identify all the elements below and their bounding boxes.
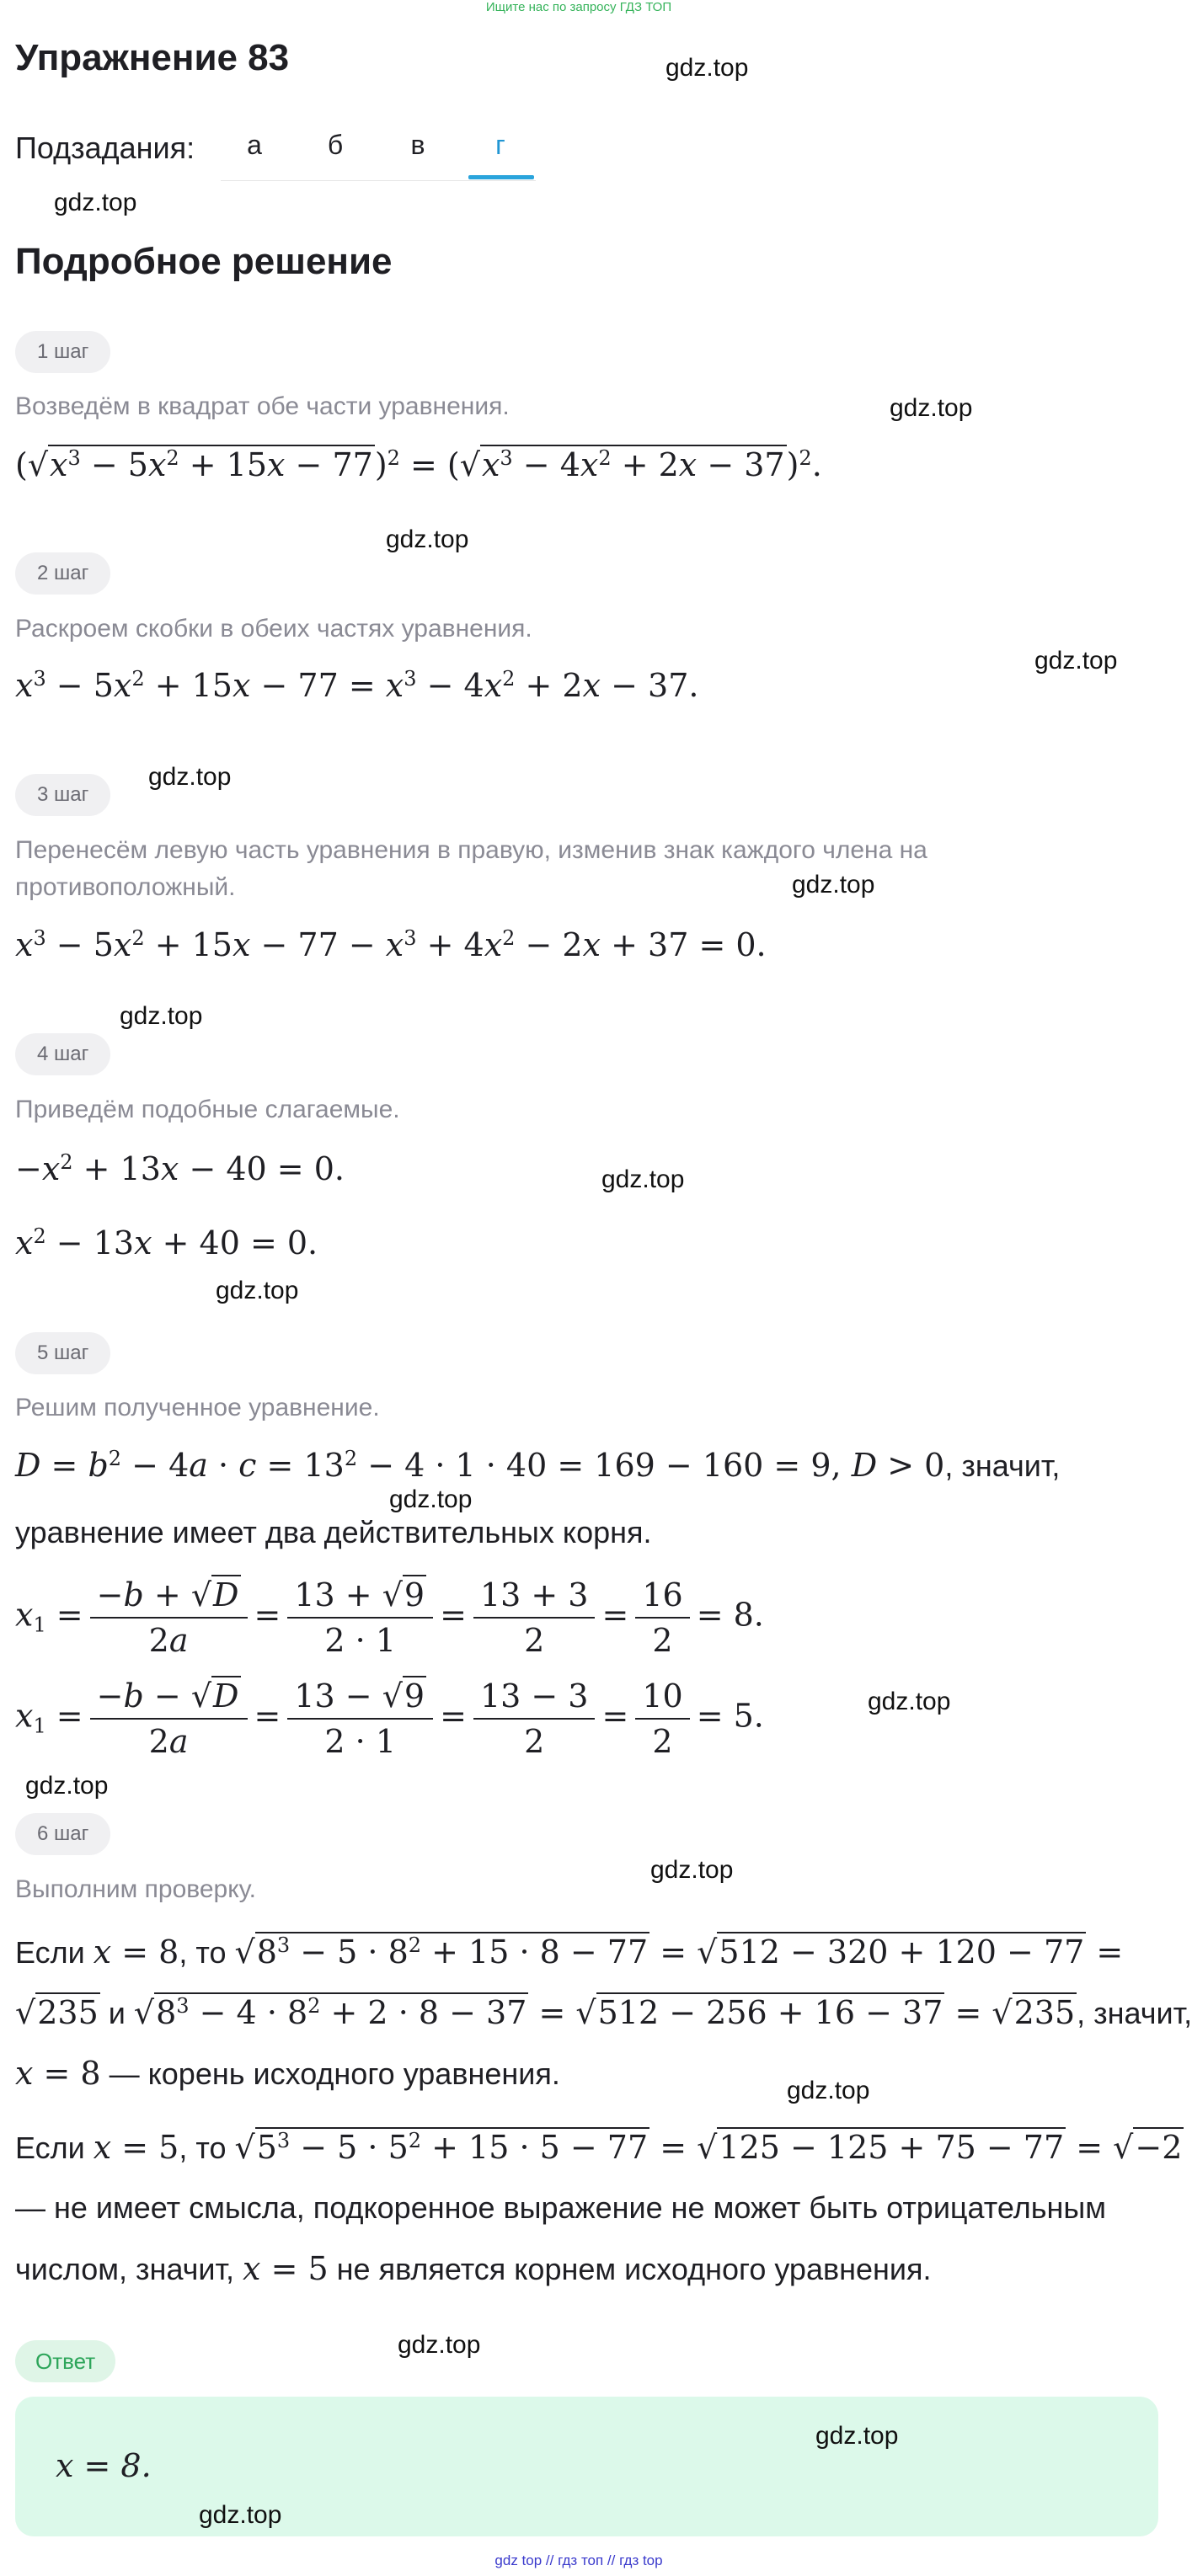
step-description: Перенесём левую часть уравнения в правую, изменив знак каждого члена на противоположный. bbox=[15, 836, 927, 901]
equation: $x^3 - 5x^2 + 15x - 77 - x^3 + 4x^2 - 2x + 37 = 0$. bbox=[15, 925, 767, 963]
watermark: gdz.top bbox=[120, 1002, 203, 1030]
text: и bbox=[99, 1996, 134, 2030]
check-line: числом, значит, x = 5 не является корнем исходного уравнения. bbox=[15, 2250, 932, 2287]
step-badge: 1 шаг bbox=[15, 331, 110, 373]
text: — корень исходного уравнения. bbox=[100, 2056, 560, 2091]
text: не является корнем исходного уравнения. bbox=[328, 2252, 932, 2286]
watermark: gdz.top bbox=[665, 54, 749, 82]
top-banner: Ищите нас по запросу ГДЗ ТОП bbox=[485, 0, 672, 14]
watermark: gdz.top bbox=[25, 1772, 109, 1800]
root-formula: $x_1$ = $\frac{-b - √D}{2a}$ = $\frac{13 - √9}{2 \cdot 1}$ = $\frac{13 - 3}{2}$ = $\frac{10}{2}$ = 5. bbox=[15, 1677, 764, 1760]
check-line: Если x = 8, то $√8^3 - 5 \cdot 8^2 + 15 \cdot 8 - 77 = √512 - 320 + 120 - 77$ = bbox=[15, 1933, 1124, 1971]
watermark: gdz.top bbox=[199, 2501, 282, 2529]
section-title: Подробное решение bbox=[15, 241, 393, 282]
equation: $x^3 - 5x^2 + 15x - 77 = x^3 - 4x^2 + 2x - 37$. bbox=[15, 666, 699, 704]
text: уравнение имеет два действительных корня. bbox=[15, 1515, 652, 1549]
step-description: Возведём в квадрат обе части уравнения. bbox=[15, 392, 510, 420]
step-badge: 2 шаг bbox=[15, 552, 110, 595]
step-badge: 5 шаг bbox=[15, 1332, 110, 1374]
text: , то bbox=[179, 1935, 235, 1970]
watermark: gdz.top bbox=[868, 1688, 951, 1715]
step-description: Раскроем скобки в обеих частях уравнения. bbox=[15, 615, 532, 643]
tab-b[interactable]: б bbox=[327, 130, 344, 160]
check-line: Если x = 5, то $√5^3 - 5 \cdot 5^2 + 15 \cdot 5 - 77 = √125 - 125 + 75 - 77 = √-2$ bbox=[15, 2128, 1183, 2166]
watermark: gdz.top bbox=[389, 1485, 473, 1513]
answer-value: x = 8. bbox=[56, 2447, 152, 2484]
watermark: gdz.top bbox=[54, 189, 137, 216]
step-description: Выполним проверку. bbox=[15, 1875, 257, 1903]
tab-v[interactable]: в bbox=[410, 130, 425, 160]
footer-links[interactable]: gdz top // гдз топ // гдз top bbox=[494, 2552, 663, 2568]
equation: $x^2 - 13x + 40 = 0$. bbox=[15, 1224, 318, 1261]
check-line: √235 и $√8^3 - 4 \cdot 8^2 + 2 \cdot 8 - 37 = √512 - 256 + 16 - 37 = √235$, значит, bbox=[15, 1993, 1192, 2031]
watermark: gdz.top bbox=[787, 2077, 870, 2104]
answer-badge: Ответ bbox=[15, 2340, 115, 2382]
watermark: gdz.top bbox=[650, 1856, 734, 1884]
discriminant-line: $D = b^2 - 4a \cdot c = 13^2 - 4 \cdot 1 \cdot 40 = 169 - 160 = 9$, D > 0, значит, bbox=[15, 1446, 1061, 1484]
step-badge: 4 шаг bbox=[15, 1033, 110, 1075]
tab-g[interactable]: г bbox=[495, 130, 505, 160]
tab-a[interactable]: а bbox=[247, 130, 262, 160]
text: , значит, bbox=[1077, 1996, 1192, 2030]
text: — не имеет смысла, подкоренное выражение не может быть отрицательным bbox=[15, 2190, 1106, 2225]
watermark: gdz.top bbox=[890, 394, 973, 422]
watermark: gdz.top bbox=[216, 1277, 299, 1304]
check-line: x = 8 — корень исходного уравнения. bbox=[15, 2055, 560, 2092]
watermark: gdz.top bbox=[792, 871, 875, 899]
page-title: Упражнение 83 bbox=[15, 37, 290, 78]
watermark: gdz.top bbox=[815, 2422, 899, 2450]
watermark: gdz.top bbox=[386, 525, 469, 553]
text: числом, значит, bbox=[15, 2252, 243, 2286]
step-description: Решим полученное уравнение. bbox=[15, 1394, 380, 1421]
text: Если bbox=[15, 2131, 94, 2165]
answer-box bbox=[15, 2397, 1158, 2536]
watermark: gdz.top bbox=[398, 2331, 481, 2359]
text: , значит, bbox=[944, 1448, 1061, 1483]
subtasks-label: Подзадания: bbox=[15, 131, 195, 165]
subtask-tabs bbox=[221, 111, 536, 181]
watermark: gdz.top bbox=[601, 1165, 685, 1193]
step-badge: 6 шаг bbox=[15, 1813, 110, 1855]
text: Если bbox=[15, 1935, 94, 1970]
watermark: gdz.top bbox=[1034, 647, 1118, 675]
step-description: Приведём подобные слагаемые. bbox=[15, 1096, 400, 1123]
root-formula: $x_1$ = $\frac{-b + √D}{2a}$ = $\frac{13 + √9}{2 \cdot 1}$ = $\frac{13 + 3}{2}$ = $\frac{16}{2}$ = 8. bbox=[15, 1576, 764, 1659]
equation: $-x^2 + 13x - 40 = 0$. bbox=[15, 1149, 345, 1187]
equation: $(√x^3 - 5x^2 + 15x - 77)^2 = (√x^3 - 4x^2 + 2x - 37)^2$. bbox=[15, 445, 822, 483]
text: , то bbox=[179, 2131, 235, 2165]
step-badge: 3 шаг bbox=[15, 774, 110, 816]
active-tab-indicator bbox=[468, 175, 534, 179]
watermark: gdz.top bbox=[148, 763, 232, 791]
